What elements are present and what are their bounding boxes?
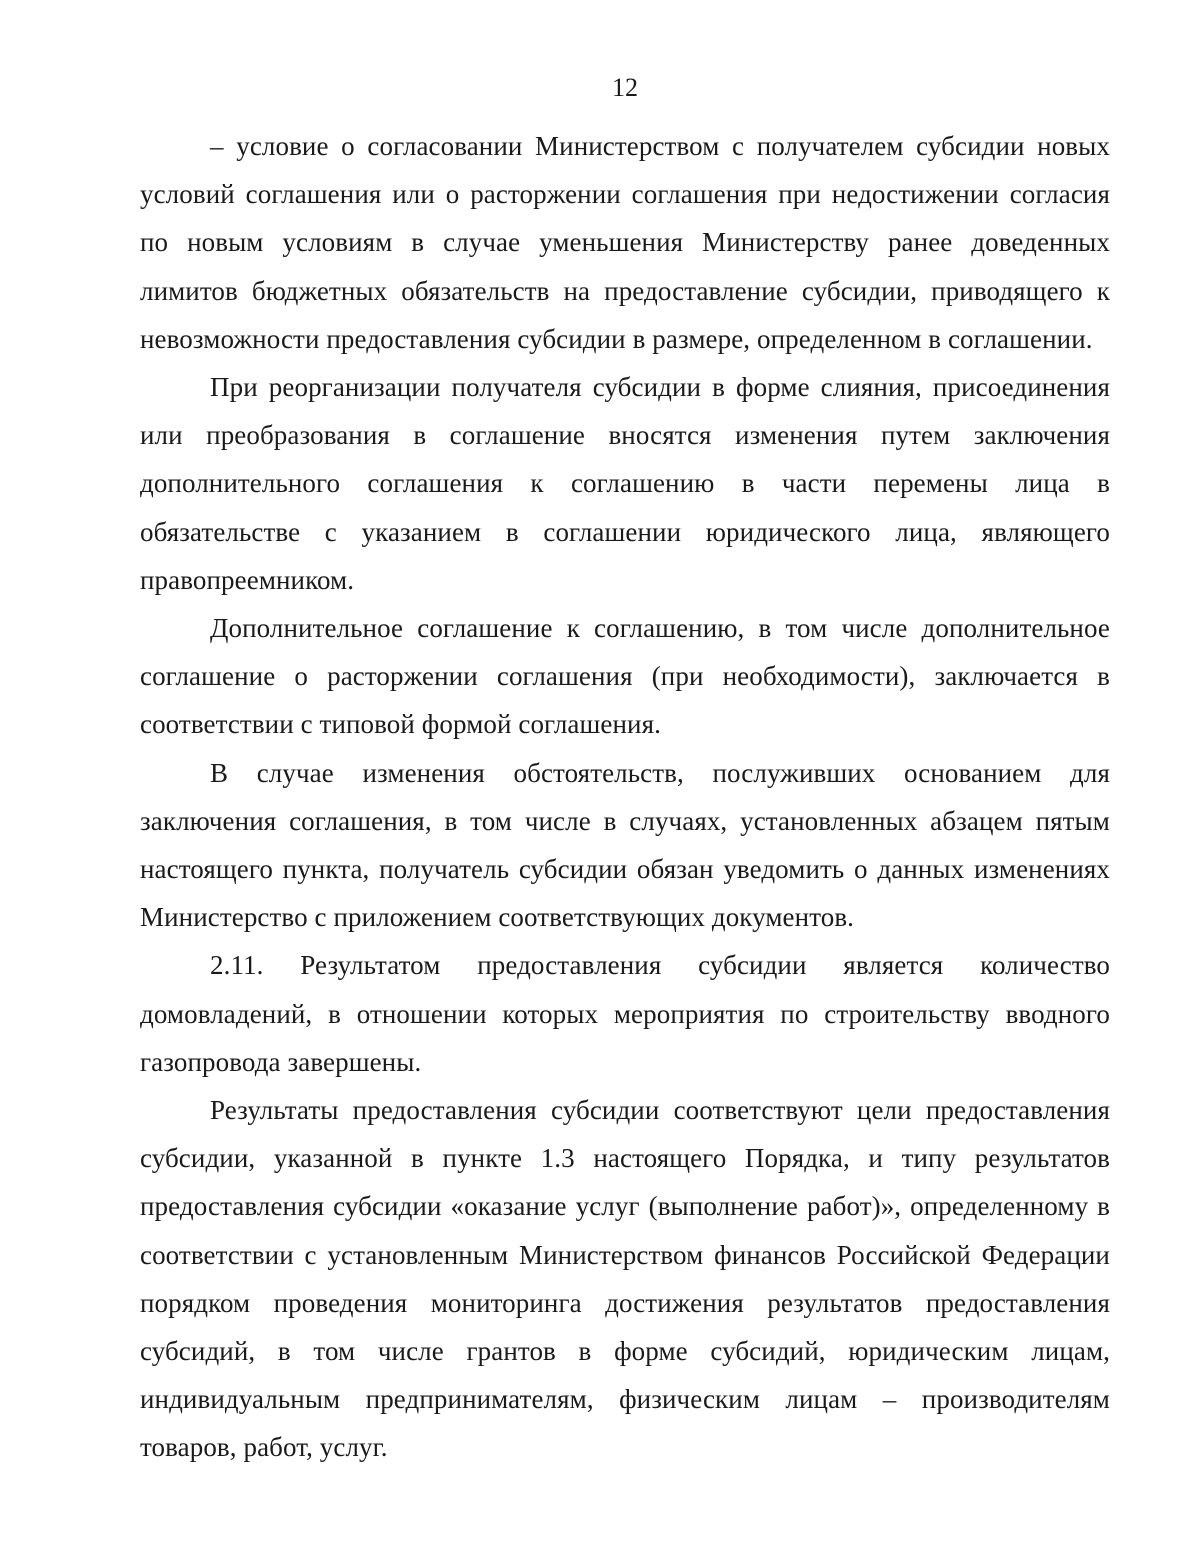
paragraph-change-circumstances: В случае изменения обстоятельств, послуживших основанием для заключения соглашения, в том числе в случаях, установленных абзацем пятым настоящего пункта, получатель субсидии обязан уведомить о данных изменениях Министерство с приложением соответствующих документов.	[140, 757, 1110, 933]
paragraph-results: Результаты предоставления субсидии соответствуют цели предоставления субсидии, указанной в пункте 1.3 настоящего Порядка, и типу результатов предоставления субсидии «оказание услуг (выполнение работ)», определенному в соответствии с установленным Министерством финансов Российской Федерации порядком проведения мониторинга достижения результатов предоставления субсидий, в том числе грантов в форме субсидий, юридическим лицам, индивидуальным предпринимателям, физическим лицам – производителям товаров, работ, услуг.	[140, 1095, 1110, 1463]
paragraph-reorganization: При реорганизации получателя субсидии в форме слияния, присоединения или преобразования в соглашение вносятся изменения путем заключения дополнительного соглашения к соглашению в части перемены лица в обязательстве с указанием в соглашении юридического лица, являющего правопреемником.	[140, 372, 1110, 595]
page-number: 12	[612, 73, 638, 102]
paragraph-agreement-condition: – условие о согласовании Министерством с получателем субсидии новых условий соглашения или о расторжении соглашения при недостижении согласия по новым условиям в случае уменьшения Министерству ранее доведенных лимитов бюджетных обязательств на предоставление субсидии, приводящего к невозможности предоставления субсидии в размере, определенном в соглашении.	[140, 131, 1110, 354]
paragraph-section-2-11: 2.11. Результатом предоставления субсидии является количество домовладений, в отношении которых мероприятия по строительству вводного газопровода завершены.	[140, 950, 1110, 1077]
document-body	[140, 122, 1110, 1472]
paragraph-additional-agreement: Дополнительное соглашение к соглашению, в том числе дополнительное соглашение о расторжении соглашения (при необходимости), заключается в соответствии с типовой формой соглашения.	[140, 613, 1110, 740]
